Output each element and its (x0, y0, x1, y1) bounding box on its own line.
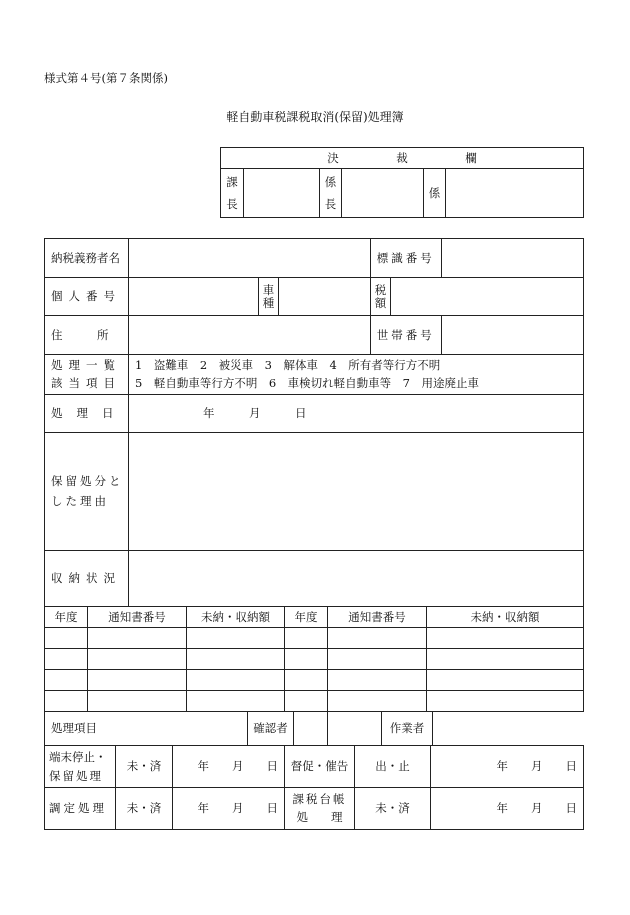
payment-header-notice: 通知書番号 (328, 607, 427, 628)
payment-header-amount: 未納・収納額 (187, 607, 285, 628)
household-number-field[interactable] (441, 316, 583, 354)
kakari-label: 係 (424, 169, 446, 218)
payment-header-year: 年度 (285, 607, 328, 628)
plate-number-field[interactable] (441, 239, 583, 277)
table-row (45, 628, 584, 649)
terminal-stop-status[interactable]: 未・済 (116, 746, 173, 788)
tax-ledger-date[interactable]: 年 月 日 (431, 788, 584, 830)
payment-status-label: 収納状況 (45, 551, 129, 607)
assessment-status[interactable]: 未・済 (116, 788, 173, 830)
worker-field[interactable] (432, 711, 582, 745)
plate-number-label: 標識番号 (371, 239, 441, 277)
kakaricho-label: 係 長 (320, 169, 342, 218)
tax-amount-field[interactable] (391, 278, 584, 316)
approval-header: 決 裁 欄 (221, 148, 584, 169)
reason-label: 保留処分と した理由 (45, 433, 129, 551)
table-row (45, 670, 584, 691)
taxpayer-name-field[interactable] (129, 239, 371, 278)
personal-number-label: 個人番号 (45, 278, 129, 316)
process-date-field[interactable]: 年 月 日 (129, 395, 584, 433)
address-field[interactable] (129, 316, 371, 355)
payment-status-field[interactable] (129, 551, 584, 607)
tax-ledger-label: 課税台帳 処 理 (285, 788, 355, 830)
terminal-stop-label: 端末停止・ 保留処理 (45, 746, 116, 788)
household-number-label: 世帯番号 (371, 316, 441, 354)
assessment-label: 調定処理 (45, 788, 116, 830)
confirmer-worker-row (247, 711, 583, 745)
payment-header-amount: 未納・収納額 (427, 607, 584, 628)
form-number: 様式第４号(第７条関係) (44, 71, 168, 85)
payment-header-year: 年度 (45, 607, 88, 628)
confirmer-label: 確認者 (247, 711, 294, 745)
approval-table (220, 147, 584, 218)
process-item-label: 処理項目 (51, 721, 97, 736)
kakari-stamp[interactable] (446, 169, 584, 218)
reason-field[interactable] (129, 433, 584, 551)
payment-table (44, 606, 584, 712)
worker-label: 作業者 (381, 711, 433, 745)
process-items: 1 盗難車 2 被災車 3 解体車 4 所有者等行方不明 5 軽自動車等行方不明 6 車検切れ軽自動車等 7 用途廃止車 (129, 355, 584, 395)
table-row (45, 691, 584, 712)
reminder-status[interactable]: 出・止 (355, 746, 431, 788)
kacho-stamp[interactable] (244, 169, 320, 218)
assessment-date[interactable]: 年 月 日 (173, 788, 285, 830)
tax-amount-label: 税 額 (371, 278, 391, 316)
process-date-label: 処理日 (45, 395, 129, 433)
tax-ledger-status[interactable]: 未・済 (355, 788, 431, 830)
vehicle-type-label: 車 種 (259, 278, 279, 316)
table-row (45, 649, 584, 670)
kakaricho-stamp[interactable] (342, 169, 424, 218)
page-title: 軽自動車税課税取消(保留)処理簿 (226, 110, 404, 124)
reminder-date[interactable]: 年 月 日 (431, 746, 584, 788)
personal-number-field[interactable] (129, 278, 259, 316)
main-form-table (44, 238, 584, 607)
taxpayer-name-label: 納税義務者名 (45, 239, 129, 278)
process-list-label: 処理一覧 該当項目 (45, 355, 129, 395)
terminal-stop-date[interactable]: 年 月 日 (173, 746, 285, 788)
address-label: 住 所 (45, 316, 129, 355)
kacho-label: 課 長 (221, 169, 244, 218)
confirmer-field[interactable] (293, 711, 381, 745)
payment-header-notice: 通知書番号 (88, 607, 187, 628)
vehicle-type-field[interactable] (279, 278, 371, 316)
reminder-label: 督促・催告 (285, 746, 355, 788)
